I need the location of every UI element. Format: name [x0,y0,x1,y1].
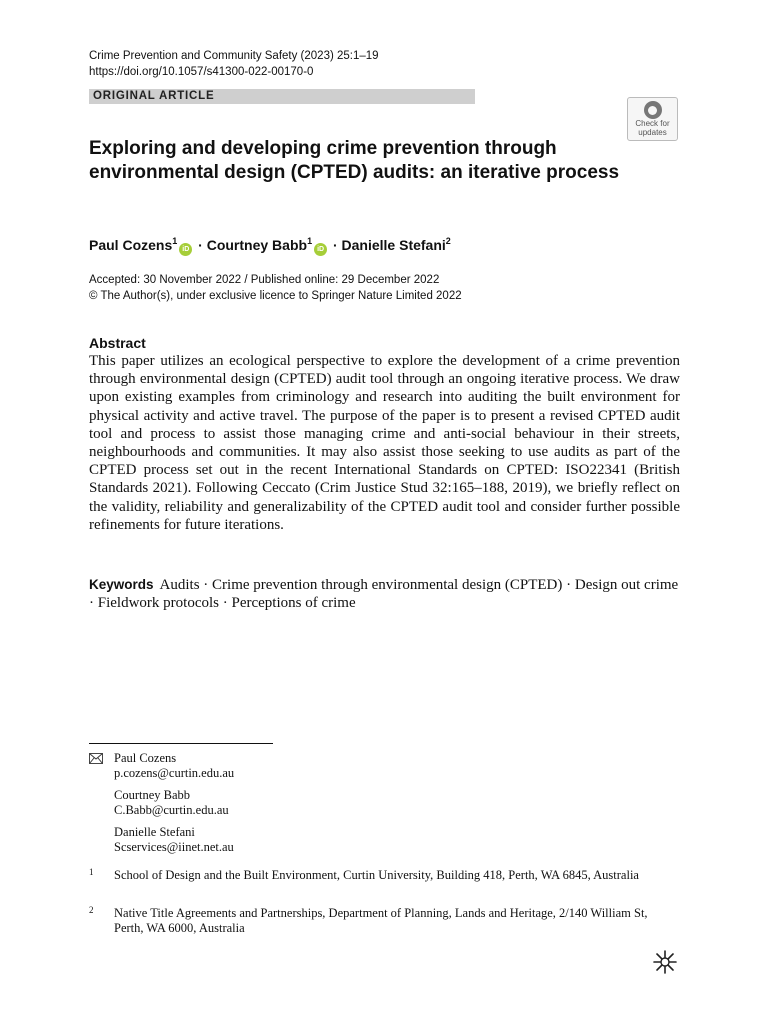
contact-entry [114,788,229,818]
author-affiliation-mark: 1 [172,236,178,246]
springer-horse-logo-icon [651,948,679,976]
contact-email[interactable]: C.Babb@curtin.edu.au [114,803,229,817]
badge-label-1: Check for [635,119,670,128]
contact-name: Paul Cozens [114,751,177,765]
abstract-body: This paper utilizes an ecological perspective to explore the development of a crime prevention through environmental design (CPTED) audit tool through an ongoing iterative process. We draw upon existing examples from criminology and research into auditing the built environment for physical activity and active travel. The purpose of the paper is to present a revised CPTED audit tool and process to assist those managing crime and anti-social behaviour in their streets, neighbourhoods and communities. It may also assist those seeking to use audits as part of the CPTED process set out in the recent International Standards on CPTED: ISO22341 (British Standards 2021). Following Ceccato (Crim Justice Stud 32:165–188, 2019), we briefly reflect on the validity, reliability and generalizability of the CPTED audit tool and consider further possible refinements for future iterations. [89,353,680,533]
author-separator: · [332,237,338,253]
journal-citation: Crime Prevention and Community Safety (2023) 25:1–19 [89,50,379,62]
keywords [89,576,680,613]
journal-header [89,48,379,80]
publication-dates [89,273,462,304]
footnote-divider [89,743,273,744]
author-list [89,231,451,256]
author-separator: · [198,237,203,253]
article-type-band: ORIGINAL ARTICLE [89,89,475,104]
copyright-line: © The Author(s), under exclusive licence to Springer Nature Limited 2022 [89,289,462,302]
affiliation-number: 1 [89,867,94,877]
envelope-icon [89,753,103,764]
contact-name: Courtney Babb [114,788,191,802]
doi-link[interactable]: https://doi.org/10.1057/s41300-022-00170-0 [89,66,314,78]
keywords-list: Audits · Crime prevention through environmental design (CPTED) · Design out crime · Fieldwork protocols · Perceptions of crime [89,577,679,612]
affiliation-text: School of Design and the Built Environment, Curtin University, Building 418, Perth, WA 6845, Australia [114,868,639,882]
affiliation-text: Native Title Agreements and Partnerships, Department of Planning, Lands and Heritage, 2/140 William St, Perth, WA 6000, Australia [114,906,648,935]
orcid-icon[interactable]: iD [179,243,192,256]
accepted-published-line: Accepted: 30 November 2022 / Published online: 29 December 2022 [89,274,440,286]
author-affiliation-mark: 1 [307,236,313,246]
author-name: Courtney Babb [206,237,308,253]
contact-email[interactable]: Scservices@iinet.net.au [114,840,234,854]
keywords-label: Keywords [89,577,154,592]
check-for-updates-badge[interactable] [627,97,678,141]
badge-label-2: updates [638,128,667,137]
contact-email[interactable]: p.cozens@curtin.edu.au [114,766,235,780]
abstract-heading: Abstract [89,335,146,351]
author-affiliation-mark: 2 [445,236,451,246]
affiliation-number: 2 [89,905,94,915]
author-name: Danielle Stefani [341,237,446,253]
crossmark-icon [644,101,662,119]
author-name: Paul Cozens [89,237,173,253]
article-title: Exploring and developing crime prevention through environmental design (CPTED) audits: an iterative process [89,138,620,183]
contact-entry [114,751,234,781]
orcid-icon[interactable]: iD [314,243,327,256]
contact-entry [114,825,234,855]
contact-name: Danielle Stefani [114,825,195,839]
